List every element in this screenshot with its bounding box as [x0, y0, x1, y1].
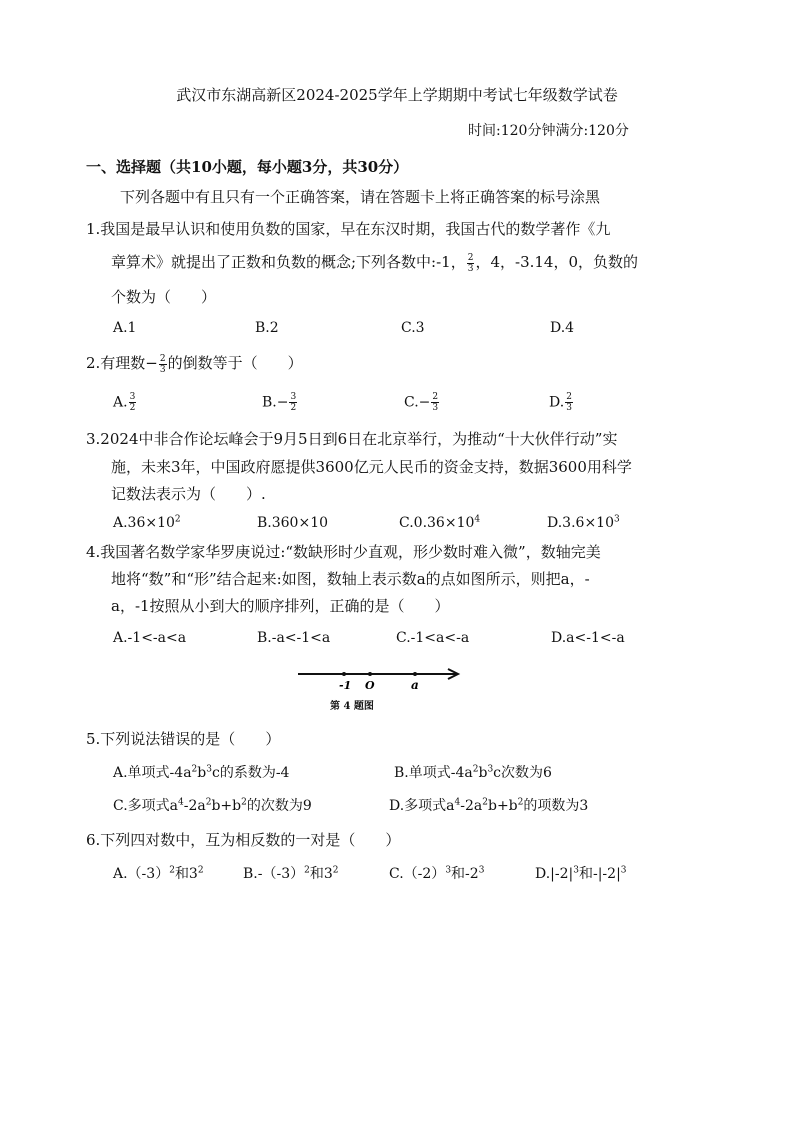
q3-line2: 施，未来3年，中国政府愿提供3600亿元人民币的资金支持，数据3600用科学 [111, 458, 632, 476]
q2-option-c[interactable] [404, 392, 440, 413]
section-instruction: 下列各题中有且只有一个正确答案，请在答题卡上将正确答案的标号涂黑 [120, 188, 601, 206]
q2-option-a-prefix: A. [113, 394, 128, 411]
q5-stem: 5.下列说法错误的是（ ） [86, 730, 281, 748]
q2-stem-a: 2.有理数− [86, 354, 158, 372]
q5-a-t2: b [197, 765, 207, 781]
q6-a-t1: A.（-3） [113, 866, 170, 882]
q3-option-a-base: A.36×10 [113, 515, 175, 531]
q3-option-b-base: B.360×10 [257, 515, 329, 531]
q6-a-e2: 2 [197, 865, 204, 876]
q5-c-t1: C.多项式a [113, 798, 179, 814]
label-a: a [411, 678, 419, 692]
q5-d-t2: -2a [460, 798, 483, 814]
q2-option-b-fraction [289, 392, 297, 413]
point-minus-one [342, 672, 346, 676]
q2-option-c-num: 2 [432, 392, 439, 402]
q2-option-b-sign: − [276, 394, 289, 411]
q5-option-c[interactable] [113, 795, 312, 815]
q6-a-e1: 2 [169, 865, 175, 876]
q6-b-t2: 和3 [309, 866, 333, 882]
q6-stem: 6.下列四对数中，互为相反数的一对是（ ） [86, 831, 401, 849]
q5-d-t4: 的项数为3 [523, 798, 589, 814]
q1-fraction [467, 253, 475, 274]
q5-option-a[interactable] [113, 762, 289, 782]
q5-d-e3: 2 [517, 797, 524, 808]
q6-a-t2: 和3 [174, 866, 198, 882]
q3-option-b[interactable] [257, 515, 328, 531]
q5-c-e3: 2 [241, 797, 247, 808]
q6-b-t1: B.-（-3） [243, 866, 305, 882]
q5-c-t4: 的次数为9 [246, 798, 312, 814]
q2-option-c-prefix: C. [404, 394, 419, 411]
q2-option-c-den: 3 [432, 403, 439, 413]
q5-a-t1: A.单项式-4a [113, 765, 192, 781]
q2-frac-den: 3 [159, 364, 166, 375]
point-origin [368, 672, 372, 676]
q6-c-t1: C.（-2） [389, 866, 446, 882]
q5-option-b[interactable] [394, 762, 552, 782]
q5-a-e1: 2 [191, 764, 198, 775]
q5-d-t3: b+b [487, 798, 518, 814]
q2-option-a-den: 2 [129, 403, 136, 413]
q1-option-d[interactable]: D.4 [550, 320, 575, 336]
q2-option-a-num: 3 [129, 392, 136, 402]
q3-line3: 记数法表示为（ ）. [111, 485, 266, 503]
q3-option-d[interactable] [547, 515, 620, 531]
q1-frac-den: 3 [467, 263, 474, 274]
q1-option-b[interactable]: B.2 [255, 320, 279, 336]
q1-option-c[interactable]: C.3 [401, 320, 425, 336]
q4-line1: 4.我国著名数学家华罗庚说过:“数缺形时少直观，形少数时难入微”，数轴完美 [86, 543, 601, 561]
q1-option-a[interactable]: A.1 [113, 320, 137, 336]
q3-line1: 3.2024中非合作论坛峰会于9月5日到6日在北京举行，为推动“十大伙伴行动”实 [86, 430, 618, 448]
label-minus-one: -1 [339, 679, 352, 692]
q6-option-a[interactable] [113, 863, 204, 883]
q2-option-a-fraction [129, 392, 137, 413]
q5-b-t1: B.单项式-4a [394, 765, 473, 781]
q1-line2-a: 章算术》就提出了正数和负数的概念;下列各数中:-1， [111, 253, 466, 271]
q4-option-c[interactable]: C.-1<a<-a [396, 630, 470, 646]
q4-line2: 地将“数”和“形”结合起来:如图，数轴上表示数a的点如图所示，则把a，- [111, 570, 590, 588]
q3-option-c-exp: 4 [474, 514, 481, 525]
q5-c-t2: -2a [183, 798, 206, 814]
q1-frac-num: 2 [467, 252, 474, 263]
q5-b-t3: c次数为6 [493, 765, 552, 781]
q2-stem-b: 的倒数等于（ ） [167, 354, 303, 372]
q4-option-b[interactable]: B.-a<-1<a [257, 630, 331, 646]
q3-option-a-exp: 2 [174, 514, 181, 525]
q5-a-t3: c的系数为-4 [211, 765, 290, 781]
section-heading: 一、选择题（共10小题，每小题3分，共30分） [86, 158, 409, 176]
q3-option-c[interactable] [399, 515, 480, 531]
q2-frac-num: 2 [159, 353, 166, 364]
q4-option-a[interactable]: A.-1<-a<a [113, 630, 187, 646]
q6-d-e1: 3 [573, 865, 579, 876]
q2-option-d-num: 2 [566, 392, 572, 402]
q2-option-b-num: 3 [290, 392, 297, 402]
q6-c-t2: 和-2 [451, 866, 479, 882]
q2-option-a[interactable] [113, 392, 137, 413]
q5-c-t3: b+b [211, 798, 242, 814]
q6-b-e2: 2 [332, 865, 339, 876]
number-line-figure [296, 664, 466, 714]
q2-option-b-prefix: B. [262, 394, 277, 411]
q3-option-c-base: C.0.36×10 [399, 515, 475, 531]
q3-option-d-exp: 3 [614, 514, 620, 525]
q6-d-e2: 3 [620, 865, 627, 876]
q2-option-b-den: 2 [290, 403, 297, 413]
exam-title: 武汉市东湖高新区2024-2025学年上学期期中考试七年级数学试卷 [176, 86, 618, 104]
q6-c-e2: 3 [478, 865, 485, 876]
figure-caption: 第 4 题图 [330, 701, 374, 712]
q5-option-d[interactable] [389, 795, 588, 815]
q6-d-t1: D.|-2| [535, 866, 574, 882]
q1-line3: 个数为（ ） [111, 288, 217, 306]
q5-c-e2: 2 [205, 797, 212, 808]
point-a [413, 672, 417, 676]
q6-c-e1: 3 [445, 865, 452, 876]
q6-option-b[interactable] [243, 863, 339, 883]
q5-a-e2: 3 [206, 764, 212, 775]
q2-stem [86, 352, 303, 375]
q3-option-d-base: D.3.6×10 [547, 515, 614, 531]
q2-fraction [159, 354, 167, 375]
q6-d-t2: 和-|-2| [578, 866, 621, 882]
q6-b-e1: 2 [304, 865, 310, 876]
q1-line1: 1.我国是最早认识和使用负数的国家，早在东汉时期，我国古代的数学著作《九 [86, 220, 611, 238]
q5-d-e1: 4 [454, 797, 461, 808]
q5-d-e2: 2 [482, 797, 488, 808]
q5-c-e1: 4 [178, 797, 184, 808]
q5-d-t1: D.多项式a [389, 798, 455, 814]
q5-b-e1: 2 [472, 764, 479, 775]
q2-option-d-den: 3 [566, 403, 572, 413]
q2-option-d-fraction [565, 392, 573, 413]
label-origin: O [365, 679, 375, 692]
q3-option-a[interactable] [113, 515, 181, 531]
q4-option-d[interactable]: D.a<-1<-a [551, 630, 625, 646]
q5-b-t2: b [478, 765, 488, 781]
q6-option-d[interactable] [535, 863, 627, 883]
time-score-info: 时间:120分钟满分:120分 [468, 123, 629, 139]
q1-line2 [111, 251, 638, 274]
q4-line3: a，-1按照从小到大的顺序排列，正确的是（ ） [111, 597, 450, 615]
q5-b-e2: 3 [487, 764, 494, 775]
q2-option-d[interactable] [549, 392, 574, 413]
q2-option-b[interactable] [262, 392, 298, 413]
q2-option-d-prefix: D. [549, 394, 565, 411]
q2-option-c-sign: − [418, 394, 431, 411]
q1-line2-b: ，4，-3.14，0，负数的 [475, 253, 639, 271]
q2-option-c-fraction [431, 392, 439, 413]
q6-option-c[interactable] [389, 863, 484, 883]
